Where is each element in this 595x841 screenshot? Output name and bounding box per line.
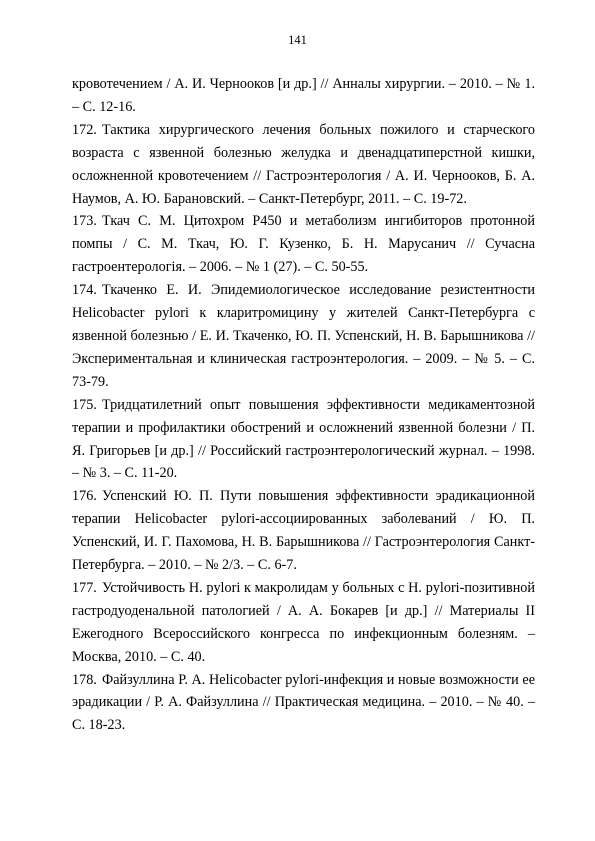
reference-text: кровотечением / А. И. Чернооков [и др.] // Анналы хирургии. – 2010. – № 1. – С. 12-16. bbox=[72, 76, 535, 115]
reference-entry-176 bbox=[72, 485, 535, 577]
reference-number: 175. bbox=[72, 396, 97, 413]
reference-entry-continuation bbox=[72, 73, 535, 119]
reference-entry-177 bbox=[72, 577, 535, 669]
reference-text: Файзуллина Р. А. Helicobacter pylori-инфекция и новые возможности ее эрадикации / Р. А. Файзуллина // Практическая медицина. – 2010. – № 40. – С. 18-23. bbox=[72, 671, 535, 734]
reference-text: Ткач С. М. Цитохром Р450 и метаболизм ингибиторов протонной помпы / С. М. Ткач, Ю. Г. Кузенко, Б. Н. Марусанич // Сучасна гастроентерологія. – 2006. – № 1 (27). – С. 50-55. bbox=[72, 213, 535, 276]
reference-text: Ткаченко Е. И. Эпидемиологическое исследование резистентности Helicobacter pylori к кларитромицину у жителей Санкт-Петербурга с язвенной болезнью / Е. И. Ткаченко, Ю. П. Успенский, Н. В. Барышникова // Экспериментальная и клиническая гастроэнтерология. – 2009. – № 5. – С. 73-79. bbox=[72, 282, 535, 390]
reference-number: 173. bbox=[72, 213, 97, 230]
reference-number: 172. bbox=[72, 121, 97, 138]
reference-text: Тридцатилетний опыт повышения эффективности медикаментозной терапии и профилактики обострений и осложнений язвенной болезни / П. Я. Григорьев [и др.] // Российский гастроэнтерологический журнал. – 1998. – № 3. – С. 11-20. bbox=[72, 396, 535, 482]
reference-entry-178 bbox=[72, 669, 535, 738]
reference-number: 174. bbox=[72, 282, 97, 299]
reference-entry-175 bbox=[72, 394, 535, 486]
page-number: 141 bbox=[288, 33, 307, 47]
reference-text: Тактика хирургического лечения больных пожилого и старческого возраста с язвенной болезнью желудка и двенадцатиперстной кишки, осложненной кровотечением // Гастроэнтерология / А. И. Чернооков, Б. А. Наумов, А. Ю. Барановский. – Санкт-Петербург, 2011. – С. 19-72. bbox=[72, 121, 535, 207]
reference-entry-172 bbox=[72, 119, 535, 211]
reference-number: 177. bbox=[72, 579, 97, 596]
reference-text: Устойчивость H. pylori к макролидам у больных с H. pylori-позитивной гастродуоденальной патологией / А. А. Бокарев [и др.] // Материалы II Ежегодного Всероссийского конгресса по инфекционным болезням. – Москва, 2010. – С. 40. bbox=[72, 579, 535, 665]
reference-number: 178. bbox=[72, 671, 97, 688]
reference-entry-173 bbox=[72, 210, 535, 279]
reference-entry-174 bbox=[72, 279, 535, 394]
reference-list bbox=[72, 73, 535, 737]
reference-text: Успенский Ю. П. Пути повышения эффективности эрадикационной терапии Helicobacter pylori-ассоциированных заболеваний / Ю. П. Успенский, И. Г. Пахомова, Н. В. Барышникова // Гастроэнтерология Санкт-Петербурга. – 2010. – № 2/3. – С. 6-7. bbox=[72, 488, 535, 574]
reference-number: 176. bbox=[72, 488, 97, 505]
